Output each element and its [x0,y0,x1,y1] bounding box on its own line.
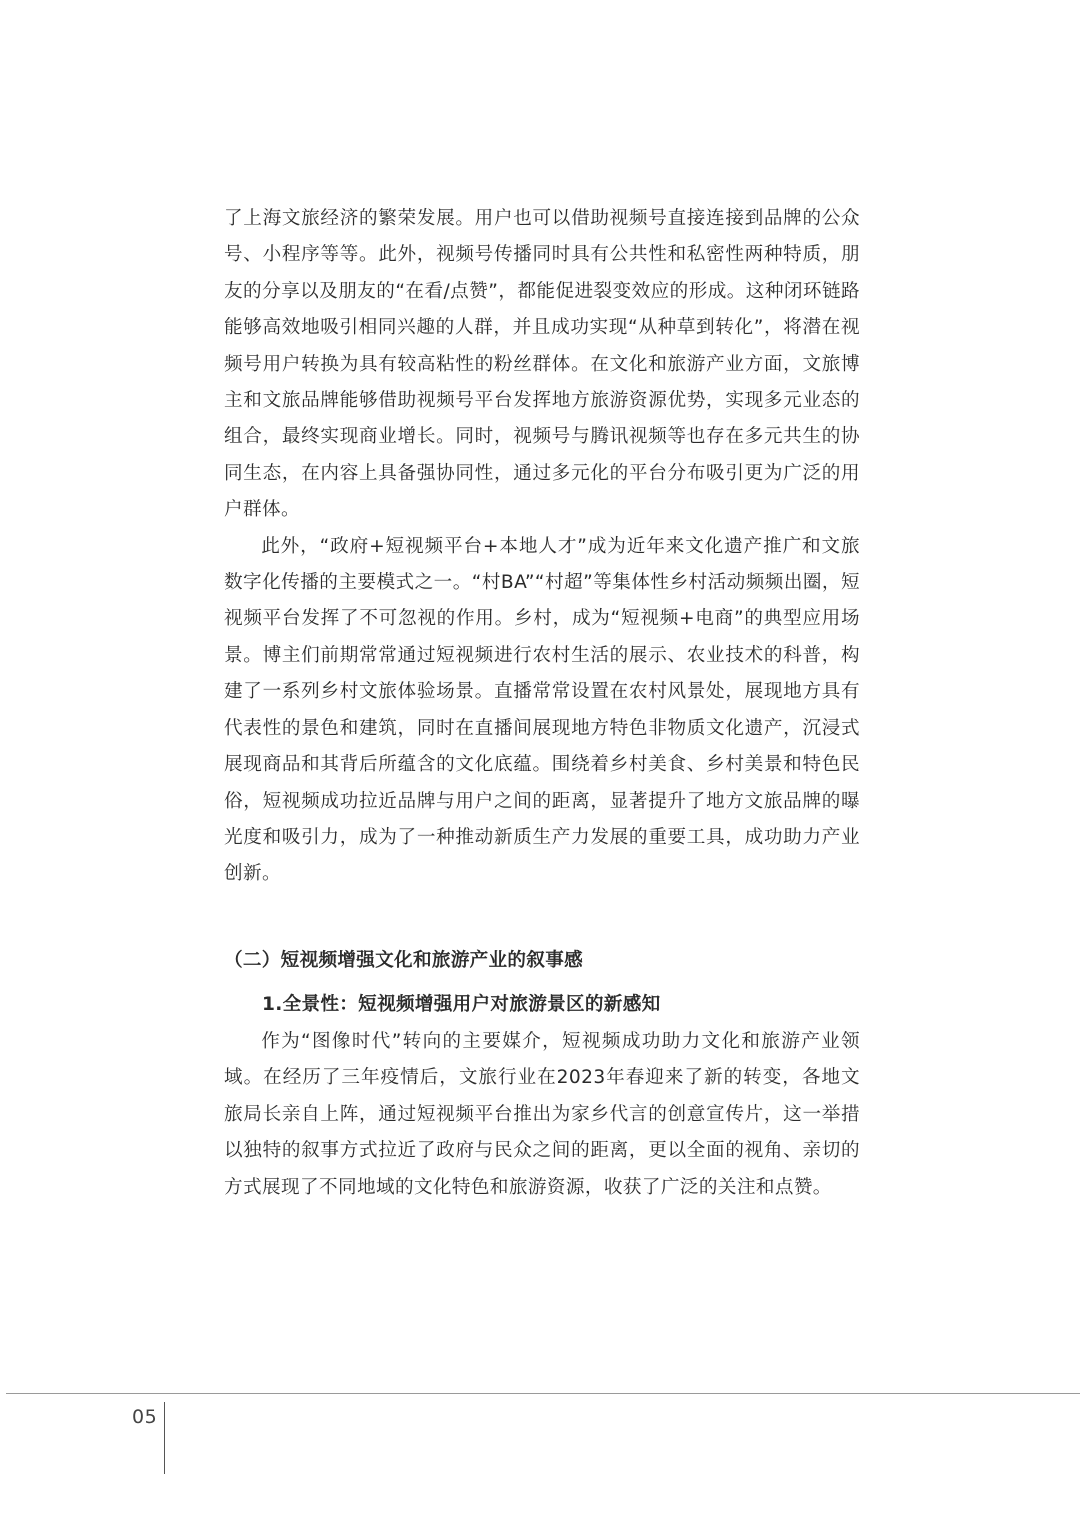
paragraph-continuation: 了上海文旅经济的繁荣发展。用户也可以借助视频号直接连接到品牌的公众号、小程序等等。此外，视频号传播同时具有公共性和私密性两种特质，朋友的分享以及朋友的“在看/点赞”，都能促进裂变效应的形成。这种闭环链路能够高效地吸引相同兴趣的人群，并且成功实现“从种草到转化”，将潜在视频号用户转换为具有较高粘性的粉丝群体。在文化和旅游产业方面，文旅博主和文旅品牌能够借助视频号平台发挥地方旅游资源优势，实现多元业态的组合，最终实现商业增长。同时，视频号与腾讯视频等也存在多元共生的协同生态，在内容上具备强协同性，通过多元化的平台分布吸引更为广泛的用户群体。 [224,208,860,521]
section-heading: （二）短视频增强文化和旅游产业的叙事感 [224,950,583,971]
body-text-lower [224,1024,860,1206]
page-number: 05 [132,1406,158,1428]
body-text-upper [224,201,860,893]
footer-rule [6,1393,1080,1394]
footer-divider [164,1402,165,1474]
sub-heading: 1.全景性：短视频增强用户对旅游景区的新感知 [262,994,661,1015]
paragraph-government-model: 此外，“政府+短视频平台+本地人才”成为近年来文化遗产推广和文旅数字化传播的主要模式之一。“村BA”“村超”等集体性乡村活动频频出圈，短视频平台发挥了不可忽视的作用。乡村，成为“短视频+电商”的典型应用场景。博主们前期常常通过短视频进行农村生活的展示、农业技术的科普，构建了一系列乡村文旅体验场景。直播常常设置在农村风景处，展现地方具有代表性的景色和建筑，同时在直播间展现地方特色非物质文化遗产，沉浸式展现商品和其背后所蕴含的文化底蕴。围绕着乡村美食、乡村美景和特色民俗，短视频成功拉近品牌与用户之间的距离，显著提升了地方文旅品牌的曝光度和吸引力，成为了一种推动新质生产力发展的重要工具，成功助力产业创新。 [224,535,860,885]
paragraph-image-era: 作为“图像时代”转向的主要媒介，短视频成功助力文化和旅游产业领域。在经历了三年疫情后，文旅行业在2023年春迎来了新的转变，各地文旅局长亲自上阵，通过短视频平台推出为家乡代言的创意宣传片，这一举措以独特的叙事方式拉近了政府与民众之间的距离，更以全面的视角、亲切的方式展现了不同地域的文化特色和旅游资源，收获了广泛的关注和点赞。 [224,1031,860,1198]
